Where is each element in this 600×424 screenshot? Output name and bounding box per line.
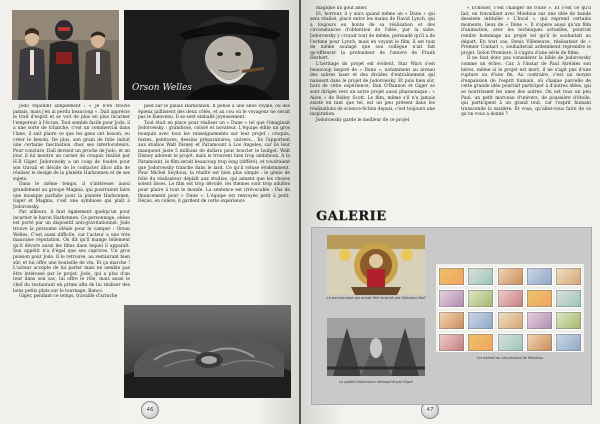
paragraph: Tout était en place pour réaliser un « Dune » tel que l'imaginait Jodorowsky : grandiose, coloré et novateur. L'équipe édite un gros bouquin avec tous les renseignements sur leur projet : croquis, textes, peintures, dessins préparatoires, univers... Ils l'apportent aux studios Walt Disney et Paramount à Los Angeles, car ils leur manquent juste 5 millions de dollars pour boucler le budget. Walt Disney adorent le projet, mais le trouvent bien trop ambitieux. A la Paramount, le film serait beaucoup trop long (différé), et voudraient que Jodorowsky tranche dans le lard. Ce qu'il refuse évidemment. Pour Michel Seydoux, la réalité est bien plus simple : le génie de folie du réalisateur déplaît aux studios, qui aiment que les choses soient lisses. Le film est trop dévoilé, les thèmes sont trop adultes pour plaire à tout le monde. La sentence est irrévocable : Pas de financement pour « Dune ». L'équipe est renvoyée petit à petit. Déçus, en colère, il gardent de cette expérience	[138, 120, 290, 205]
caption-storyboard: Un extrait du storyboard de Moebius	[477, 356, 543, 360]
signature: Orson Welles	[132, 83, 192, 93]
storyboard-card	[438, 289, 465, 308]
storyboard-card	[438, 311, 465, 330]
storyboard-card	[497, 333, 524, 352]
moebius-storyboard	[436, 264, 584, 352]
storyboard-card	[497, 267, 524, 286]
storyboard-card	[467, 333, 494, 352]
left-page	[0, 0, 299, 424]
paragraph: Par ailleurs, il faut également quelqu'un pour incarner le baron Harkonnen. Ce personnage, obèse est porté par un dispositif anti-gravitationnel. Jodo trouve la personne idéale pour le camper : Orson Welles. C'est aussi difficile, car l'acteur a une très mauvaise réputation. On dit qu'il mange tellement qu'il dévore aussi les films dans lequel il apparaît. Son appétit n'a d'égal que ses caprices. Un gros poisson pour Jodo. Il le retrouve, au restaurant bien sûr, et lui offre une bouteille de vin. Et ça marche ! L'acteur accepte de lui parler mais ne semble pas être intéressé par le projet. Jodo, qui a plus d'un tour dans son sac, lui offre le rôle, mais aussi le chef du restaurant en prime afin de lui réaliser des bons petits plats sur le tournage. Banco.	[13, 210, 130, 294]
storyboard-card	[555, 267, 582, 286]
paragraph: Jodorowsky garde le meilleur de ce projet	[316, 117, 410, 123]
paragraph: Et, horreur, il y aura quand même un « Dune » qui sera réalisé, placé entre les mains de David Lynch, qui a toujours eu honte de sa réalisation et des circonstances d'obtention de l'idée, par la suite. Jodorowsky y croyait tout de même, persuadé qu'il a de l'estime pour Lynch, mais en voyant le film, il est tout de même soulagé que son collègue n'ait fait qu'effleurer la profondeur de l'œuvre de Frank Herbert.	[310, 11, 435, 62]
storyboard-card	[555, 333, 582, 352]
storyboard-card	[438, 333, 465, 352]
paragraph: « Échouer, c'est changer de route ». Et c'est ce qu'il fait, en travaillant avec Moebius sur une idée de bande dessinée intitulée « L'Incal », qui reprend certains moments, lieux de « Dune ». Il s'opère aussi qu'un film d'animation, avec les techniques actuelles, pourrait rendre hommage au projet tel qu'il le souhaitait au départ. En tout cas, Denis Villeneuve, réalisateur de « Premier Contact », souhaiterait ardemment reprendre le projet. Selon Premiere, il s'agira d'une série de films.	[461, 6, 591, 56]
storyboard-card	[467, 311, 494, 330]
storyboard-grid	[436, 264, 584, 352]
caption-dali: Le personnage qui aurait été incarné par Salvador Dalí	[326, 296, 426, 300]
paragraph: Jodo répondit simplement : « Je n'en trouve jamais, mais j'en ai perdu beaucoup ». Dalí apprécie le trait d'esprit et se voit de plus en plus incarner l'empereur à l'écran. Tout semble facile pour Jodo, il a une sorte de tchatche, c'est un commercial dans l'âme, il sait plaire ce que les gens ont besoin, ou créer le besoin. De plus, son grain de folie induit une certaine fascination chez ses interlocuteurs. Pour conclure, Dalí devient un proche de Jodo, et un jour, il lui montre un carnet de croquis réalisé par H.R Giger. Jodorowsky a un coup de foudre pour son travail et décide de le contacter illico afin de réaliser le design de la planète Harkonnen et de ses sujets.	[13, 104, 130, 182]
storyboard-card	[438, 267, 465, 286]
left-page-column-2	[138, 104, 290, 300]
paragraph: L'héritage du projet est évident. Star Wars s'est beaucoup inspiré de « Dune », notamment au niveau des sabres laser et des droïdes d'entraînement qui naissent dans le projet de Jodorowsky. Et puis bien sûr, hors de cette expérience, Dan O'Bannon et Giger se sont dirigés vers un autre projet aussi pharaonique : « Alien » de Ridley Scott. Le film, même s'il n'a jamais existé en tant que tel, est un peu présent dans les réalisations de science-fiction depuis, c'est toujours une inspiration.	[310, 61, 435, 118]
storyboard-card	[497, 311, 524, 330]
paragraph: Il ne faut donc pas considérer la bible de Jodorowsky comme un échec. Car, à l'instar de Paul Atréides son héros, même si le projet est mort, il ne s'agit pas d'une rupture ou d'une fin. Au contraire, c'est un moyen d'expansion de l'esprit humain, où chaque parcelle de cette grande idée pourrait participer à d'autres idées, qui se nourrissent les unes des autres. On est tous un peu Paul, un petit morceau d'univers, de poussière d'étoile, qui participent à un grand tout, car l'esprit humain transcende la matière. Et vous, qu'allez-vous faire de ce qu'on vous a donné ?	[461, 56, 591, 118]
dali-emperor-artwork	[327, 235, 425, 295]
storyboard-card	[526, 267, 553, 286]
gallery-title: GALERIE	[316, 209, 387, 224]
giger-artwork	[124, 305, 291, 398]
page-number-right: 47	[421, 401, 439, 419]
paragraph: Dans le même temps, il s'intéresse aussi grandement au groupe Magma, qui pourraient faire une musique parfaite pour la planète Harkonnen. Giger et Magma, c'est une symbiose qui plaît à Jodorowsky.	[13, 182, 130, 210]
cast-group-photo	[12, 10, 119, 100]
right-page-column-2	[461, 6, 591, 206]
paragraph: magique un goût amer.	[316, 6, 368, 11]
page-number-left: 46	[141, 401, 159, 419]
storyboard-card	[467, 289, 494, 308]
storyboard-card	[526, 289, 553, 308]
paragraph: pied sur le palais Harkonnen. Il pense à une allée royale, où des épieux jaillissent des deux côtés, et au cou où le voyageur ne serait pas le bienvenu. Il se sent emballé joyeusement.	[138, 104, 290, 121]
paragraph: Giger, pendant ce temps, travaille d'arrache	[19, 294, 118, 300]
storyboard-card	[526, 333, 553, 352]
storyboard-card	[497, 289, 524, 308]
orson-welles-portrait	[124, 10, 289, 100]
storyboard-card	[555, 311, 582, 330]
storyboard-card	[526, 311, 553, 330]
storyboard-card	[467, 267, 494, 286]
harkonnen-palace-artwork	[327, 318, 425, 376]
caption-harkonnen: Le palais Harkonnen réimaginé par Giger	[338, 380, 414, 384]
left-page-column-1	[13, 104, 130, 400]
right-page-column-1	[310, 6, 435, 206]
storyboard-card	[555, 289, 582, 308]
